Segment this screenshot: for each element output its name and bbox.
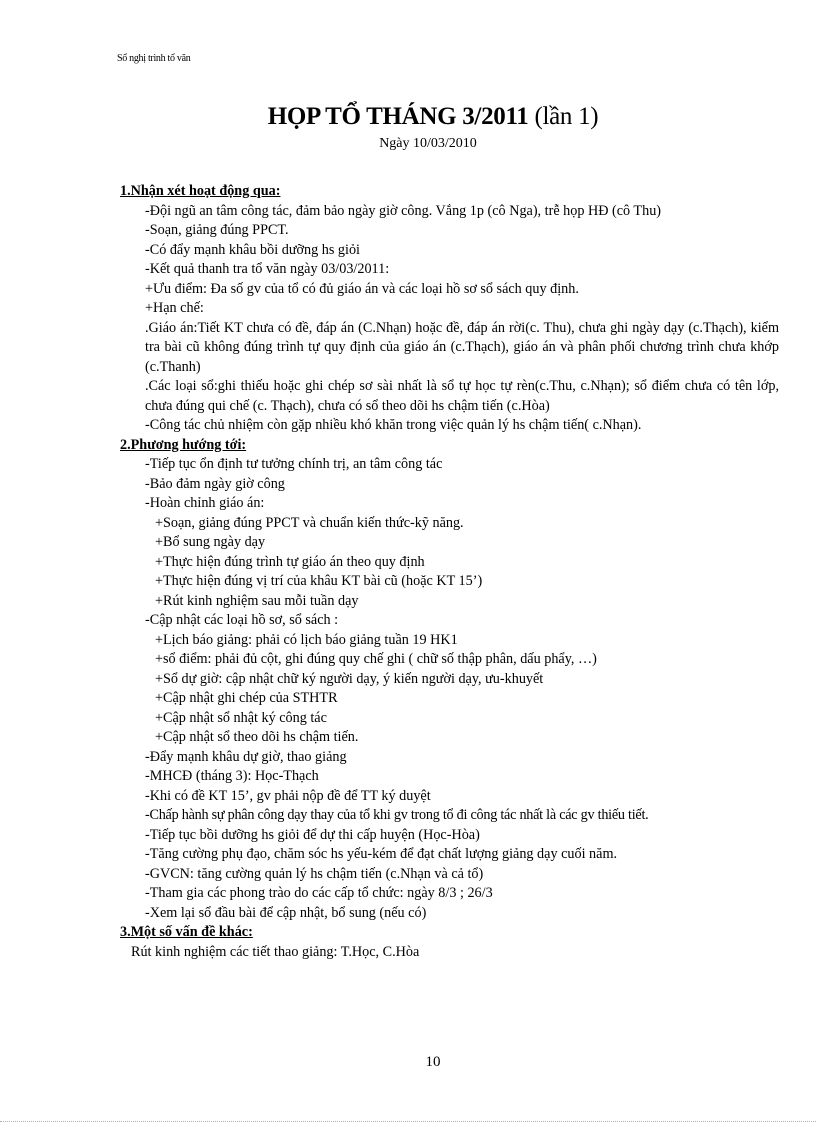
page-bottom-border	[0, 1121, 816, 1122]
page-title	[0, 101, 816, 133]
list-item: +Sổ dự giờ: cập nhật chữ ký người dạy, ý kiến người dạy, ưu-khuyết	[155, 670, 544, 687]
list-item: +Bổ sung ngày dạy	[155, 534, 266, 550]
list-item: -Có đẩy mạnh khâu bồi dưỡng hs giỏi	[145, 241, 360, 258]
title-main: HỌP TỔ THÁNG 3/2011	[267, 103, 529, 130]
list-item: .Các loại sổ:ghi thiếu hoặc ghi chép sơ sài nhất là sổ tự học tự rèn(c.Thu, c.Nhạn); sổ điểm chưa có tên lớp, chưa đúng qui chế (c. Thạch), chưa có sổ theo dõi hs chậm tiến (c.Hòa)	[145, 378, 779, 414]
list-item: -Kết quả thanh tra tổ văn ngày 03/03/2011:	[145, 261, 390, 277]
page-number: 10	[425, 1054, 441, 1070]
running-header: Sổ nghị trình tổ văn	[117, 53, 191, 64]
list-item: -Cập nhật các loại hồ sơ, sổ sách :	[145, 612, 339, 628]
list-item: +Soạn, giảng đúng PPCT và chuẩn kiến thức-kỹ năng.	[155, 514, 464, 531]
list-item: -Tiếp tục bồi dưỡng hs giỏi để dự thi cấp huyện (Học-Hòa)	[145, 826, 480, 843]
document-body	[119, 182, 779, 962]
list-item: +Thực hiện đúng trình tự giáo án theo quy định	[155, 553, 425, 570]
list-item: -Đội ngũ an tâm công tác, đảm bảo ngày giờ công. Vắng 1p (cô Nga), trễ họp HĐ (cô Thu)	[145, 202, 662, 219]
section-heading-2: 2.Phương hướng tới:	[120, 436, 247, 453]
list-item: -Tăng cường phụ đạo, chăm sóc hs yếu-kém để đạt chất lượng giảng dạy cuối năm.	[145, 846, 618, 862]
list-item: +Rút kinh nghiệm sau mỗi tuần dạy	[155, 592, 359, 609]
list-item: +Lịch báo giảng: phải có lịch báo giảng tuần 19 HK1	[155, 631, 458, 648]
list-item: -Tham gia các phong trào do các cấp tổ chức: ngày 8/3 ; 26/3	[145, 885, 493, 901]
list-item: +Cập nhật sổ theo dõi hs chậm tiến.	[155, 729, 359, 745]
list-item: Rút kinh nghiệm các tiết thao giảng: T.Học, C.Hòa	[131, 943, 420, 960]
list-item: +Thực hiện đúng vị trí của khâu KT bài cũ (hoặc KT 15’)	[155, 573, 483, 589]
list-item: -Chấp hành sự phân công dạy thay của tổ khi gv trong tổ đi công tác nhất là các gv thiếu tiết.	[145, 807, 649, 823]
list-item: -MHCĐ (tháng 3): Học-Thạch	[145, 768, 319, 784]
list-item: +sổ điểm: phải đủ cột, ghi đúng quy chế ghi ( chữ số thập phân, dấu phẩy, …)	[155, 651, 597, 667]
list-item: -Tiếp tục ổn định tư tưởng chính trị, an tâm công tác	[145, 456, 443, 472]
list-item: -Xem lại sổ đầu bài để cập nhật, bổ sung (nếu có)	[145, 904, 427, 921]
section-heading-3: 3.Một số vấn đề khác:	[120, 924, 253, 940]
list-item: +Cập nhật ghi chép của STHTR	[155, 690, 338, 706]
meeting-date: Ngày 10/03/2010	[379, 136, 477, 151]
list-item: -Bảo đảm ngày giờ công	[145, 475, 285, 492]
list-item: +Ưu điểm: Đa số gv của tổ có đủ giáo án và các loại hồ sơ sổ sách quy định.	[145, 280, 579, 297]
list-item: -Hoàn chỉnh giáo án:	[145, 495, 265, 511]
list-item: -Soạn, giảng đúng PPCT.	[145, 222, 289, 238]
list-item: .Giáo án:Tiết KT chưa có đề, đáp án (C.Nhạn) hoặc đề, đáp án rời(c. Thu), chưa ghi ngày dạy (c.Thạch), kiểm tra bài cũ không đúng trình tự quy định của giáo án (c.Thạch), giáo án và phân phối chương trình chưa khớp (c.Thanh)	[145, 319, 779, 375]
list-item: -Khi có đề KT 15’, gv phải nộp đề để TT ký duyệt	[145, 787, 431, 804]
list-item: -Công tác chủ nhiệm còn gặp nhiều khó khăn trong việc quản lý hs chậm tiến( c.Nhạn).	[145, 417, 642, 433]
title-suffix: (lần 1)	[528, 103, 599, 130]
list-item: -Đẩy mạnh khâu dự giờ, thao giảng	[145, 748, 347, 765]
list-item: -GVCN: tăng cường quản lý hs chậm tiến (c.Nhạn và cả tổ)	[145, 865, 484, 882]
list-item: +Hạn chế:	[145, 300, 204, 316]
section-heading-1: 1.Nhận xét hoạt động qua:	[120, 183, 281, 199]
list-item: +Cập nhật sổ nhật ký công tác	[155, 709, 327, 726]
